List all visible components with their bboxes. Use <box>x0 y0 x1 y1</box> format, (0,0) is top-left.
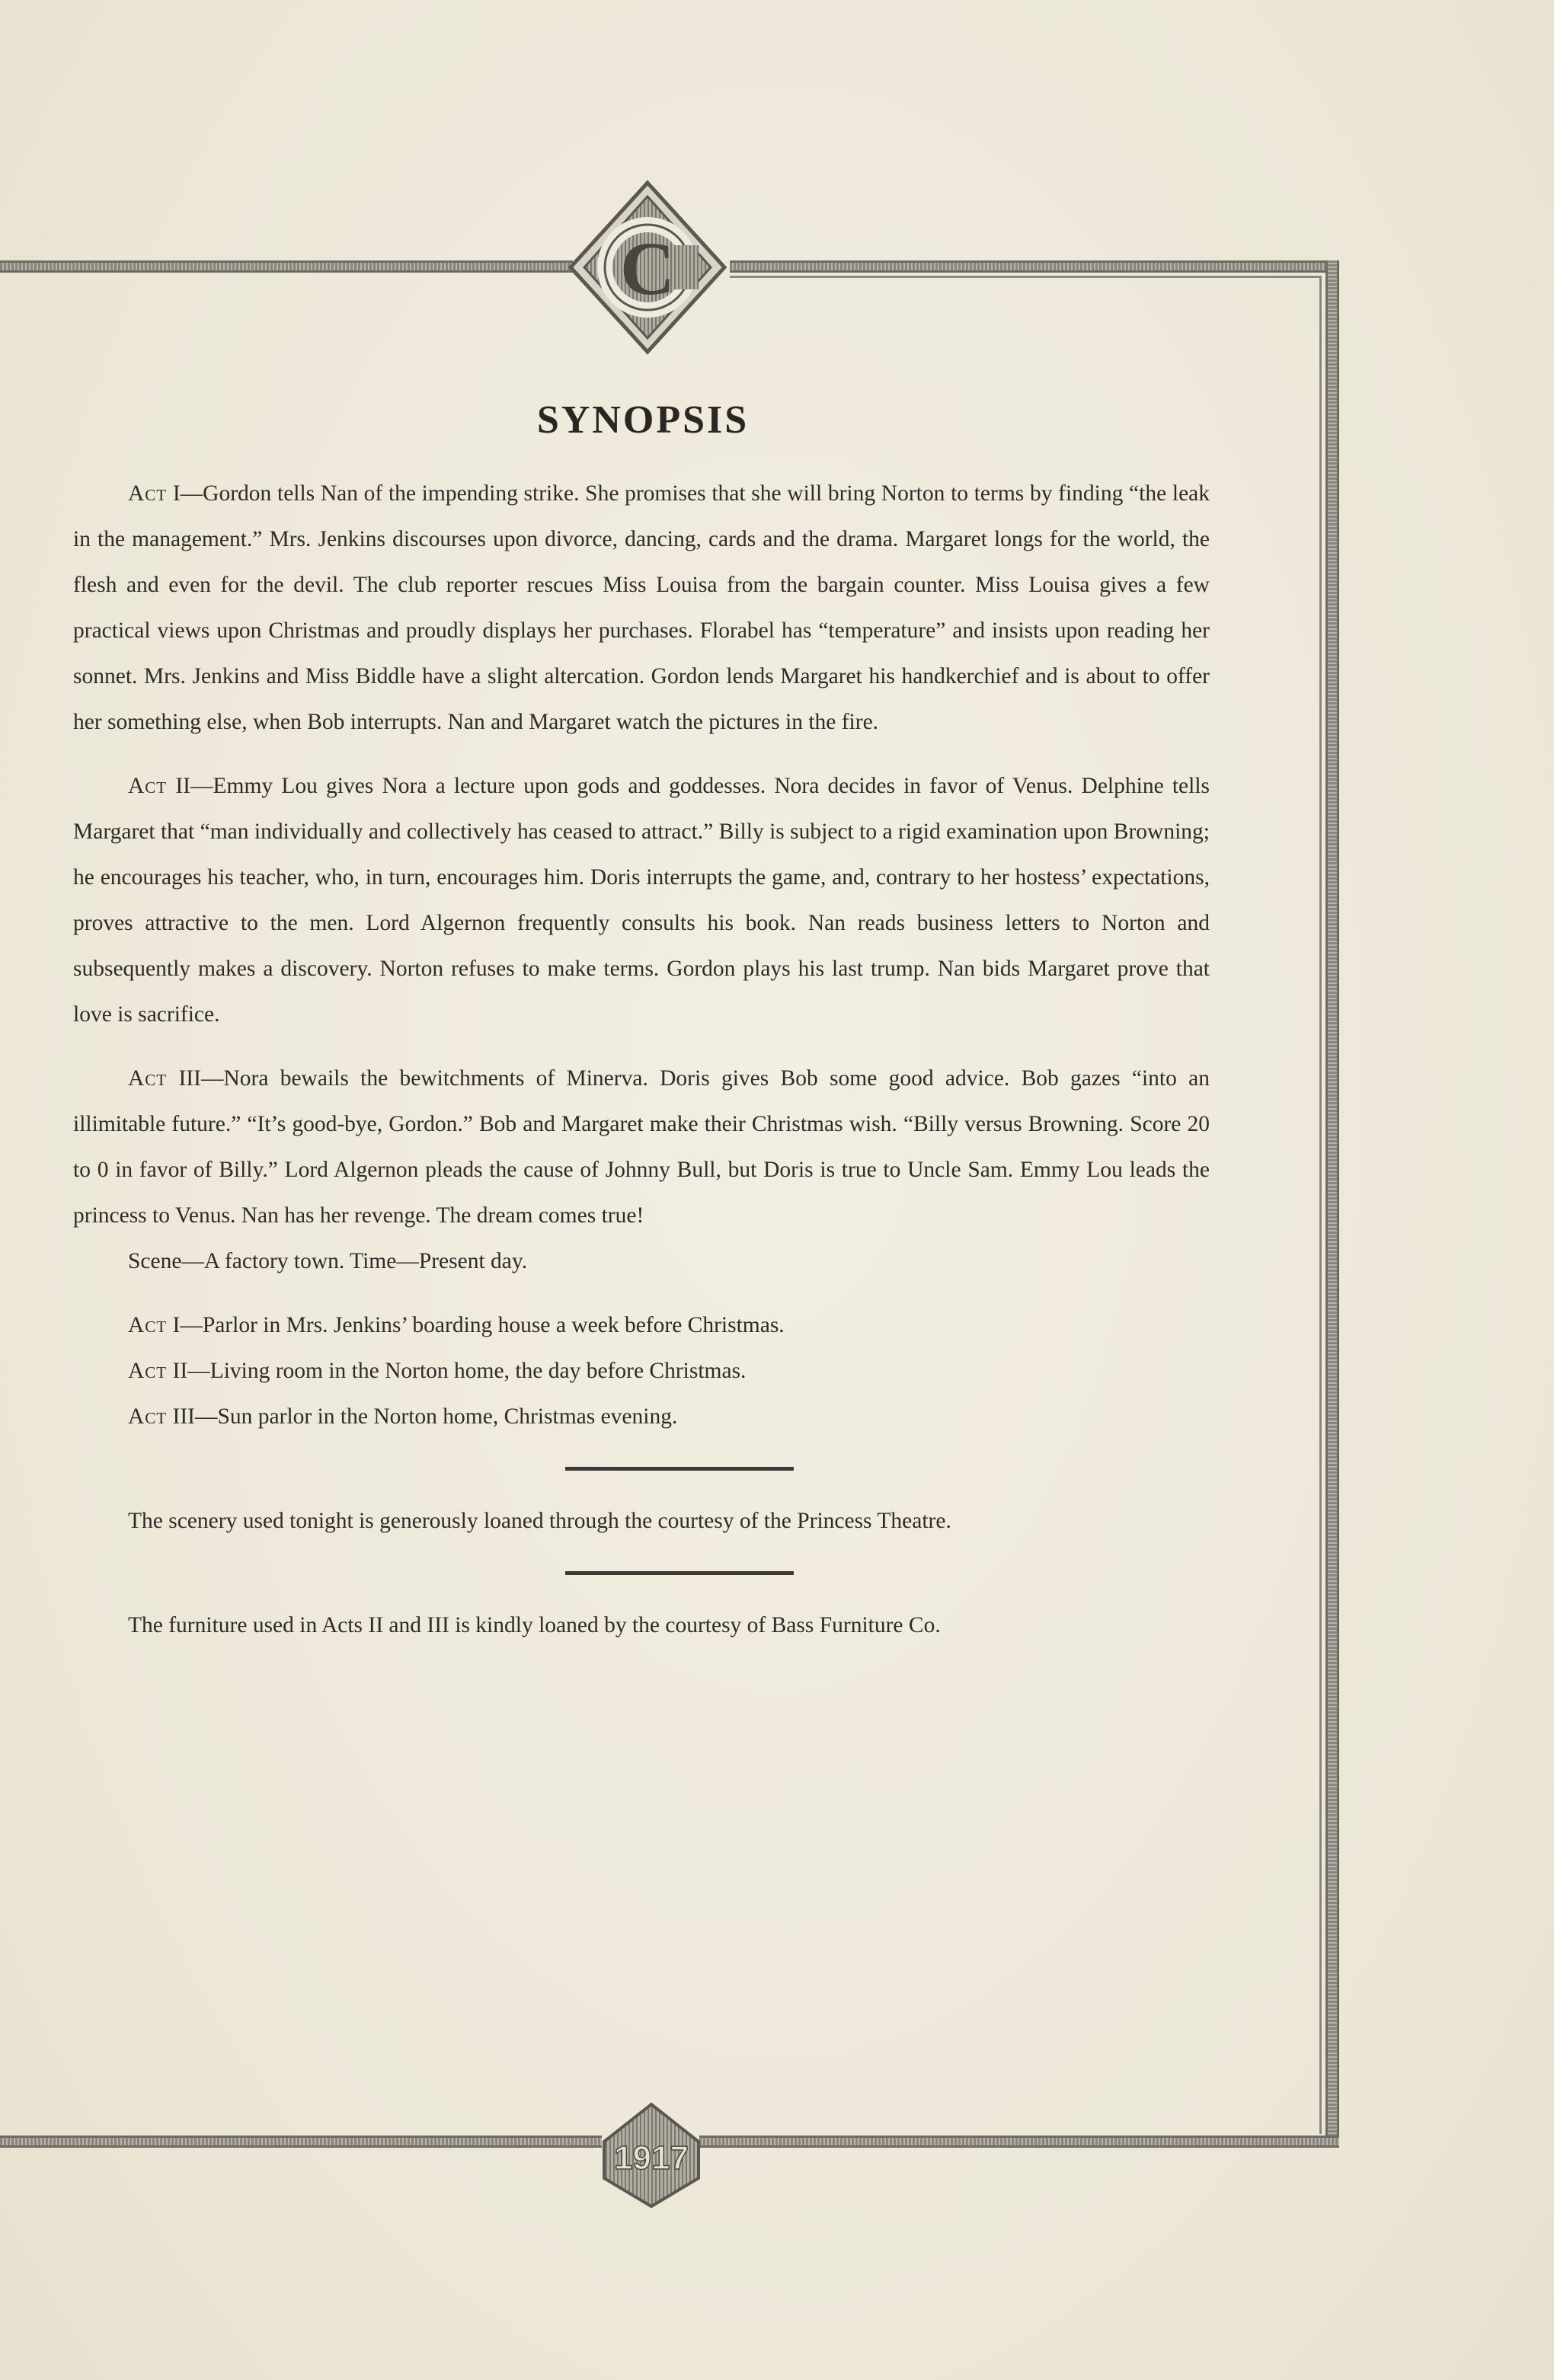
setting-text: —Sun parlor in the Norton home, Christmas evening. <box>195 1404 678 1429</box>
act-number: I <box>172 481 181 506</box>
act-3-paragraph <box>73 1056 1210 1238</box>
act-number: III <box>178 1066 201 1091</box>
act-number: II <box>175 774 190 798</box>
frame-bottom-right-rule <box>699 2136 1339 2148</box>
frame-top-left-rule <box>0 260 573 273</box>
emblem-letter: C <box>619 226 676 311</box>
act-label: Act <box>128 481 168 506</box>
setting-act-3 <box>73 1394 1210 1439</box>
frame-inner-top-line <box>730 276 1321 278</box>
setting-text: —Parlor in Mrs. Jenkins’ boarding house a week before Christmas. <box>180 1313 785 1337</box>
section-divider <box>565 1571 794 1575</box>
act-text: —Nora bewails the bewitchments of Minerva. Doris gives Bob some good advice. Bob gazes “into an illimitable future.” “It’s good-bye, Gordon.” Bob and Margaret make their Christmas wish. “Billy versus Browning. Score 20 to 0 in favor of Billy.” Lord Algernon pleads the cause of Johnny Bull, but Doris is true to Uncle Sam. Emmy Lou leads the princess to Venus. Nan has her revenge. The dream comes true! <box>73 1066 1210 1228</box>
act-label: Act <box>128 774 168 798</box>
frame-top-right-rule <box>730 260 1339 273</box>
setting-number: I <box>172 1313 181 1337</box>
section-divider <box>565 1467 794 1471</box>
scenery-credit: The scenery used tonight is generously loaned through the courtesy of the Princess Theatre. <box>128 1509 951 1533</box>
setting-number: II <box>172 1359 188 1383</box>
setting-label: Act <box>128 1404 168 1429</box>
c-emblem-icon <box>568 180 727 355</box>
page-title: SYNOPSIS <box>536 398 750 442</box>
frame-right-rule <box>1325 260 1339 2148</box>
act-text: —Emmy Lou gives Nora a lecture upon gods and goddesses. Nora decides in favor of Venus. Delphine tells Margaret that “man individually and collectively has ceased to attract.” Billy is subject to a rigid examination upon Browning; he encourages his teacher, who, in turn, encourages him. Doris interrupts the game, and, contrary to her hostess’ expectations, proves attractive to the men. Lord Algernon frequently consults his book. Nan reads business letters to Norton and subsequently makes a discovery. Norton refuses to make terms. Gordon plays his last trump. Nan bids Margaret prove that love is sacrifice. <box>73 774 1210 1027</box>
act-text: —Gordon tells Nan of the impending strike. She promises that she will bring Norton to terms by finding “the leak in the management.” Mrs. Jenkins discourses upon divorce, dancing, cards and the drama. Margaret longs for the world, the flesh and even for the devil. The club reporter rescues Miss Louisa from the bargain counter. Miss Louisa gives a few practical views upon Christmas and proudly displays her purchases. Florabel has “temperature” and insists upon reading her sonnet. Mrs. Jenkins and Miss Biddle have a slight altercation. Gordon lends Margaret his handkerchief and is about to offer her something else, when Bob interrupts. Nan and Margaret watch the pictures in the fire. <box>73 481 1210 734</box>
act-label: Act <box>128 1066 168 1091</box>
scene-time-line: Scene—A factory town. Time—Present day. <box>128 1249 528 1273</box>
settings-list <box>73 1302 1210 1439</box>
setting-text: —Living room in the Norton home, the day before Christmas. <box>187 1359 747 1383</box>
furniture-credit: The furniture used in Acts II and III is kindly loaned by the courtesy of Bass Furniture Co. <box>128 1613 941 1637</box>
emblem-year: 1917 <box>614 2139 689 2177</box>
setting-label: Act <box>128 1359 168 1383</box>
setting-act-1 <box>73 1302 1210 1348</box>
frame-inner-right-line <box>1319 276 1322 2134</box>
act-2-paragraph <box>73 763 1210 1037</box>
year-emblem-icon <box>602 2102 701 2209</box>
setting-label: Act <box>128 1313 168 1337</box>
act-1-paragraph <box>73 471 1210 745</box>
frame-bottom-left-rule <box>0 2136 602 2148</box>
synopsis-body <box>73 471 1210 1648</box>
setting-number: III <box>172 1404 195 1429</box>
setting-act-2 <box>73 1348 1210 1394</box>
